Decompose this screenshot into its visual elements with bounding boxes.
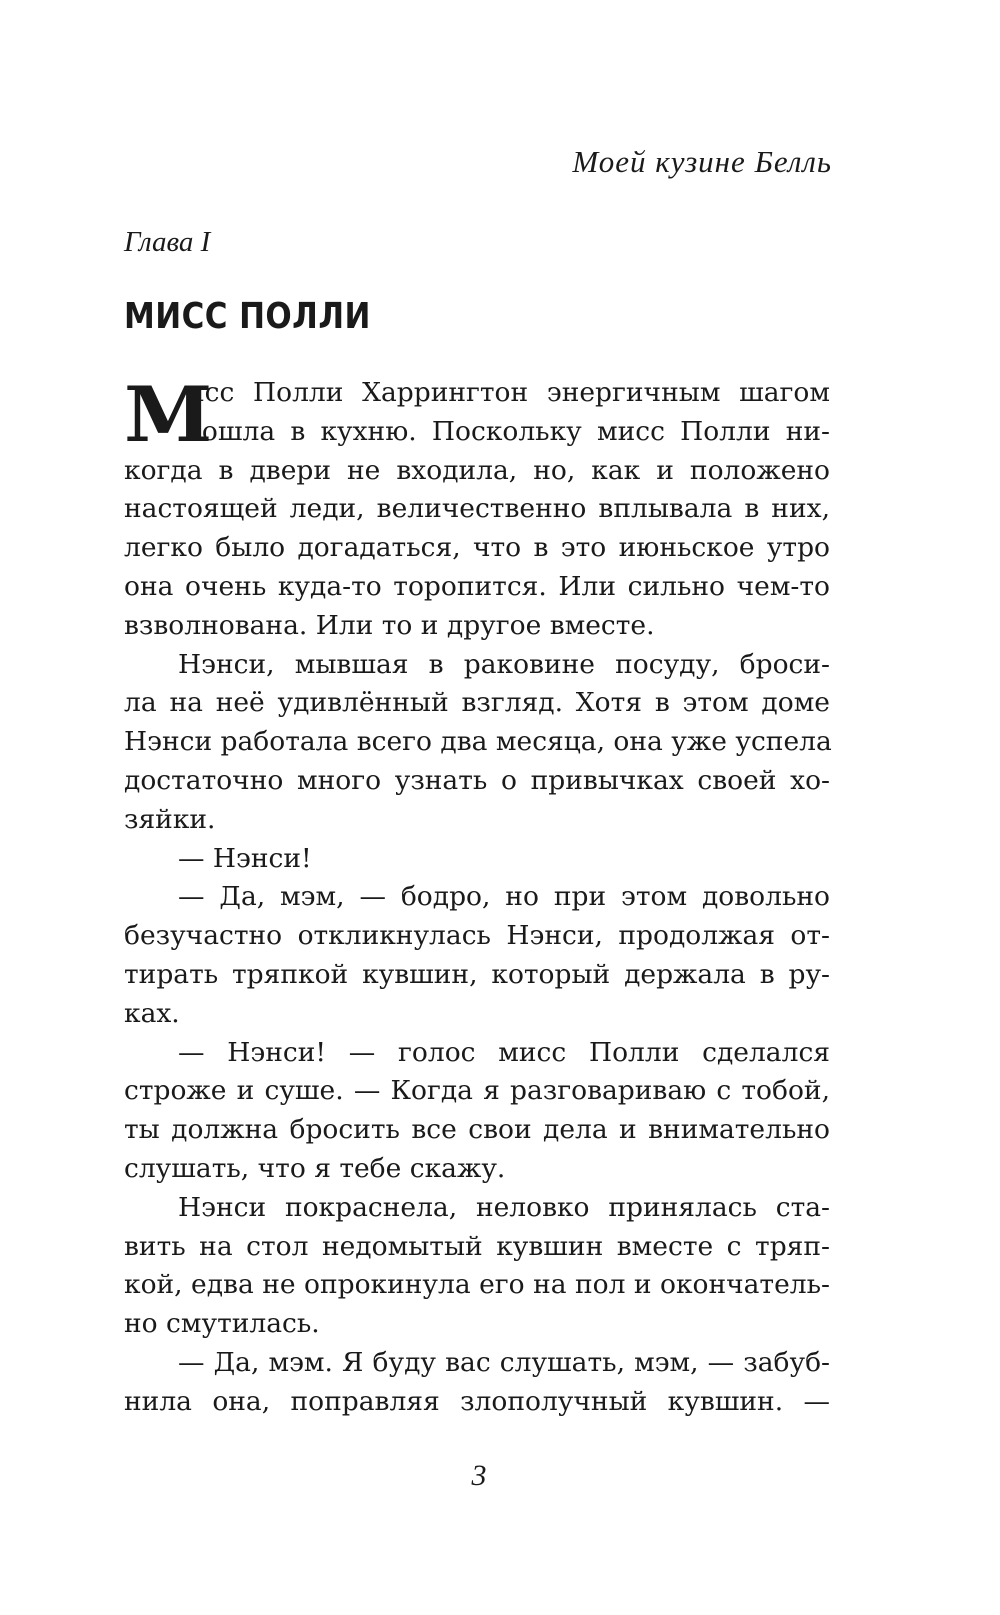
text-line: зяйки. [124,803,216,835]
text-line: ках. [124,997,180,1029]
text-line: — Нэнси! [178,842,312,874]
text-line: исс Полли Харрингтон энергичным шагом [187,377,830,408]
text-line: легко было догадаться, что в это июньское утро [124,532,830,564]
page-number: 3 [471,1459,487,1492]
text-line: — Да, мэм. Я буду вас слушать, мэм, — забуб- [178,1346,830,1378]
text-line: Нэнси покраснела, неловко принялась ста- [178,1191,830,1223]
text-line: строже и суше. — Когда я разговариваю с тобой, [124,1075,830,1107]
text-line: слушать, что я тебе скажу. [124,1152,506,1184]
text-line: Нэнси, мывшая в раковине посуду, броси- [178,648,830,680]
text-line: Нэнси работала всего два месяца, она уже успела [124,726,832,758]
text-line: безучастно откликнулась Нэнси, продолжая от- [124,920,830,952]
text-line: вошла в кухню. Поскольку мисс Полли ни- [187,415,830,447]
text-line: ты должна бросить все свои дела и внимательно [124,1114,830,1146]
text-line: настоящей леди, величественно вплывала в них, [124,493,830,525]
text-line: взволнована. Или то и другое вместе. [124,609,655,641]
dedication: Моей кузине Белль [572,144,832,179]
body-text [124,370,832,1422]
chapter-title: МИСС ПОЛЛИ [124,296,371,337]
text-line: она очень куда-то торопится. Или сильно чем-то [124,570,830,602]
text-line: достаточно много узнать о привычках своей хо- [124,764,830,796]
text-line: — Да, мэм, — бодро, но при этом довольно [178,881,830,913]
text-line: тирать тряпкой кувшин, который держала в ру- [124,958,830,990]
text-line: ла на неё удивлённый взгляд. Хотя в этом доме [124,687,830,719]
text-line: — Нэнси! — голос мисс Полли сделался [178,1036,830,1068]
text-line: когда в двери не входила, но, как и положено [124,454,830,486]
text-line: вить на стол недомытый кувшин вместе с тряп- [124,1230,830,1262]
text-line: нила она, поправляя злополучный кувшин. — [124,1385,830,1417]
text-line: но смутилась. [124,1308,320,1340]
text-line: кой, едва не опрокинула его на пол и окончатель- [124,1269,830,1301]
chapter-label: Глава I [124,226,211,258]
drop-cap: М [124,370,213,459]
